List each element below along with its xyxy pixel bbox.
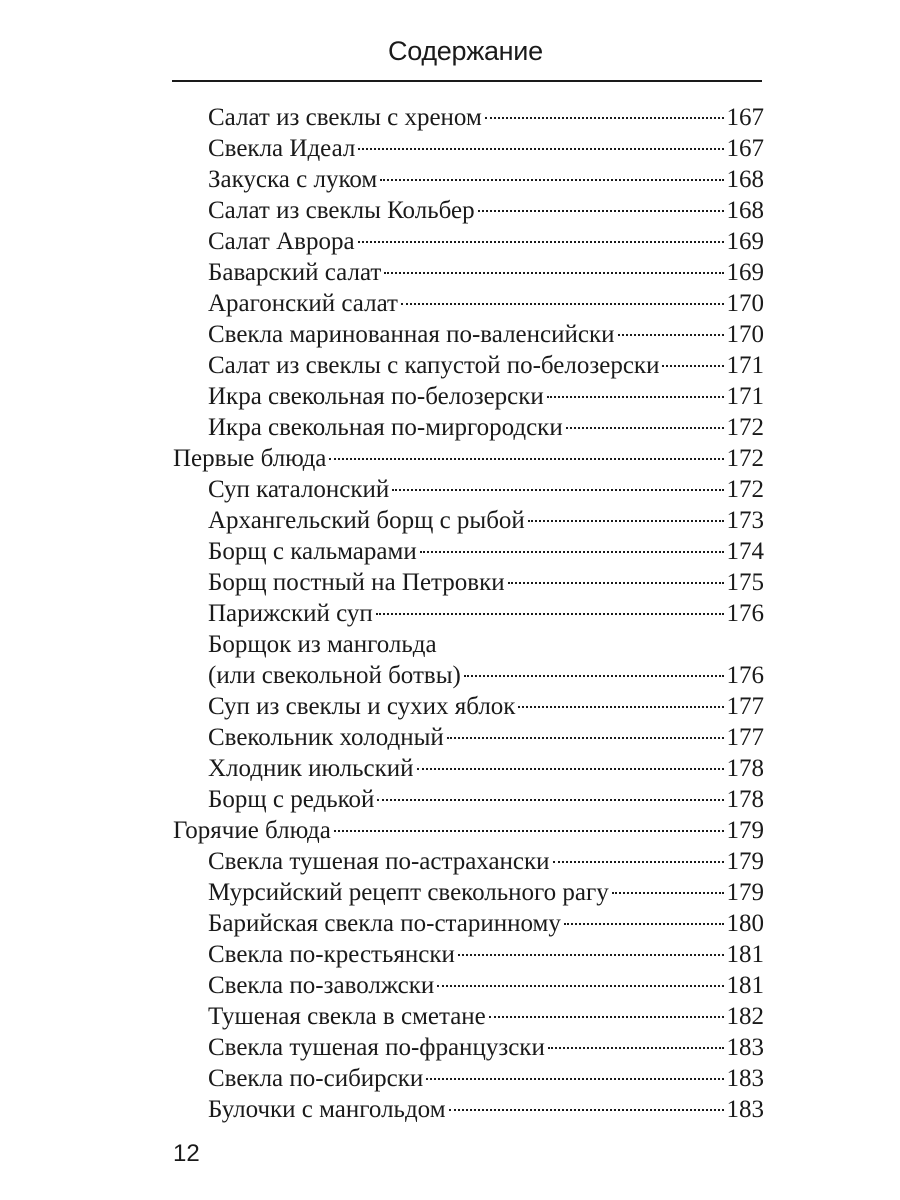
toc-entry-title: Борщок из мангольда — [208, 631, 437, 658]
dot-leader — [612, 892, 724, 894]
toc-entry-title: Булочки с мангольдом — [208, 1096, 446, 1123]
toc-entry — [208, 226, 764, 257]
toc-entry-page: 172 — [726, 445, 764, 472]
toc-entry-page: 168 — [726, 166, 764, 193]
toc-entry-title: Свекла тушеная по-астрахански — [208, 848, 550, 875]
toc-entry — [208, 784, 764, 815]
toc-entry-title: Икра свекольная по-белозерски — [208, 383, 544, 410]
toc-entry-title: Свекольник холодный — [208, 724, 444, 751]
toc-entry-page: 181 — [726, 972, 764, 999]
toc-entry-page: 177 — [726, 693, 764, 720]
toc-entry-title: Первые блюда — [173, 445, 327, 472]
toc-entry — [208, 629, 764, 660]
toc-section-entry — [173, 815, 764, 846]
toc-entry-page: 180 — [726, 910, 764, 937]
toc-entry — [208, 412, 764, 443]
toc-entry-page: 168 — [726, 197, 764, 224]
page-number: 12 — [173, 1140, 200, 1167]
dot-leader — [377, 799, 723, 801]
toc-entry-page: 176 — [726, 600, 764, 627]
toc-entry-title: Салат Аврора — [208, 228, 355, 255]
toc-entry-title: Свекла по-сибирски — [208, 1065, 424, 1092]
dot-leader — [334, 830, 724, 832]
toc-entry-page: 179 — [726, 817, 764, 844]
toc-entry-title: Баварский салат — [208, 259, 382, 286]
toc-entry-title: Суп из свеклы и сухих яблок — [208, 693, 516, 720]
toc-entry-title: Салат из свеклы Кольбер — [208, 197, 475, 224]
dot-leader — [662, 365, 723, 367]
toc-entry — [208, 1001, 764, 1032]
toc-entry — [208, 753, 764, 784]
toc-entry-title: Свекла по-крестьянски — [208, 941, 455, 968]
toc-entry — [208, 660, 764, 691]
toc-entry-title: Свекла Идеал — [208, 135, 356, 162]
toc-entry-title: Тушеная свекла в сметане — [208, 1003, 486, 1030]
toc-entry — [208, 1094, 764, 1125]
toc-entry — [208, 691, 764, 722]
toc-entry — [208, 536, 764, 567]
toc-section-entry — [173, 443, 764, 474]
dot-leader — [553, 861, 724, 863]
toc-entry-title: Горячие блюда — [173, 817, 331, 844]
dot-leader — [417, 768, 724, 770]
dot-leader — [376, 613, 724, 615]
dot-leader — [508, 582, 724, 584]
toc-entry — [208, 598, 764, 629]
dot-leader — [547, 396, 724, 398]
toc-entry — [208, 288, 764, 319]
toc-entry-page: 183 — [726, 1065, 764, 1092]
dot-leader — [329, 458, 723, 460]
toc-entry-page: 171 — [726, 383, 764, 410]
toc-entry-page: 167 — [726, 104, 764, 131]
toc-entry — [208, 474, 764, 505]
dot-leader — [437, 985, 723, 987]
dot-leader — [401, 303, 724, 305]
toc-entry-title: (или свекольной ботвы) — [208, 662, 461, 689]
toc-entry — [208, 102, 764, 133]
dot-leader — [564, 923, 724, 925]
dot-leader — [392, 489, 723, 491]
dot-leader — [426, 1078, 723, 1080]
toc-entry-page: 179 — [726, 879, 764, 906]
dot-leader — [380, 179, 723, 181]
toc-entry-title: Борщ постный на Петровки — [208, 569, 505, 596]
dot-leader — [489, 1016, 724, 1018]
toc-entry-title: Салат из свеклы с хреном — [208, 104, 482, 131]
dot-leader — [566, 427, 724, 429]
toc-entry-page: 170 — [726, 321, 764, 348]
toc-entry-page: 183 — [726, 1096, 764, 1123]
page-title: Содержание — [388, 36, 543, 66]
dot-leader — [358, 241, 724, 243]
toc-entry-page: 172 — [726, 476, 764, 503]
toc-entry-page: 177 — [726, 724, 764, 751]
dot-leader — [458, 954, 724, 956]
toc-entry-page: 175 — [726, 569, 764, 596]
toc-entry — [208, 877, 764, 908]
dot-leader — [447, 737, 724, 739]
toc-entry-page: 173 — [726, 507, 764, 534]
toc-entry — [208, 319, 764, 350]
dot-leader — [449, 1109, 724, 1111]
toc-entry-title: Свекла тушеная по-французски — [208, 1034, 545, 1061]
toc-entry-title: Суп каталонский — [208, 476, 390, 503]
toc-entry — [208, 722, 764, 753]
toc-entry-title: Хлодник июльский — [208, 755, 414, 782]
toc-entry-title: Борщ с кальмарами — [208, 538, 417, 565]
toc-entry-page: 167 — [726, 135, 764, 162]
toc-entry-page: 183 — [726, 1034, 764, 1061]
dot-leader — [384, 272, 723, 274]
toc-entry — [208, 381, 764, 412]
toc-entry — [208, 195, 764, 226]
dot-leader — [358, 148, 723, 150]
toc-entry — [208, 908, 764, 939]
toc-entry-title: Борщ с редькой — [208, 786, 375, 813]
toc-entry-page: 174 — [726, 538, 764, 565]
toc-entry-title: Архангельский борщ с рыбой — [208, 507, 525, 534]
dot-leader — [528, 520, 724, 522]
toc-entry-page: 169 — [726, 228, 764, 255]
toc-entry-page: 178 — [726, 755, 764, 782]
dot-leader — [548, 1047, 724, 1049]
toc-entry-title: Парижский суп — [208, 600, 373, 627]
toc-entry-title: Закуска с луком — [208, 166, 378, 193]
header-rule — [172, 80, 762, 82]
toc-entry-page: 171 — [726, 352, 764, 379]
toc-entry — [208, 1032, 764, 1063]
toc-entry-title: Свекла по-заволжски — [208, 972, 435, 999]
toc-entry-page: 178 — [726, 786, 764, 813]
toc-entry — [208, 970, 764, 1001]
toc-entry-page: 172 — [726, 414, 764, 441]
dot-leader — [518, 706, 723, 708]
dot-leader — [485, 117, 724, 119]
toc-entry-title: Мурсийский рецепт свекольного рагу — [208, 879, 609, 906]
dot-leader — [420, 551, 724, 553]
toc-entry — [208, 257, 764, 288]
toc-entry — [208, 939, 764, 970]
toc-entry-title: Барийская свекла по-старинному — [208, 910, 561, 937]
dot-leader — [464, 675, 724, 677]
dot-leader — [618, 334, 724, 336]
toc-entry — [208, 505, 764, 536]
toc-entry — [208, 164, 764, 195]
toc-entry-page: 169 — [726, 259, 764, 286]
toc-entry-title: Салат из свеклы с капустой по-белозерски — [208, 352, 660, 379]
toc-entry — [208, 133, 764, 164]
toc-entry — [208, 350, 764, 381]
toc-entry-page: 179 — [726, 848, 764, 875]
toc-entry-title: Икра свекольная по-миргородски — [208, 414, 563, 441]
toc-entry — [208, 567, 764, 598]
toc-entry — [208, 1063, 764, 1094]
toc-entry-page: 182 — [726, 1003, 764, 1030]
toc-entry-page: 176 — [726, 662, 764, 689]
toc-entry-title: Арагонский салат — [208, 290, 398, 317]
toc-entry — [208, 846, 764, 877]
toc-entry-title: Свекла маринованная по-валенсийски — [208, 321, 615, 348]
dot-leader — [478, 210, 724, 212]
toc-entry-page: 170 — [726, 290, 764, 317]
toc-entry-page: 181 — [726, 941, 764, 968]
